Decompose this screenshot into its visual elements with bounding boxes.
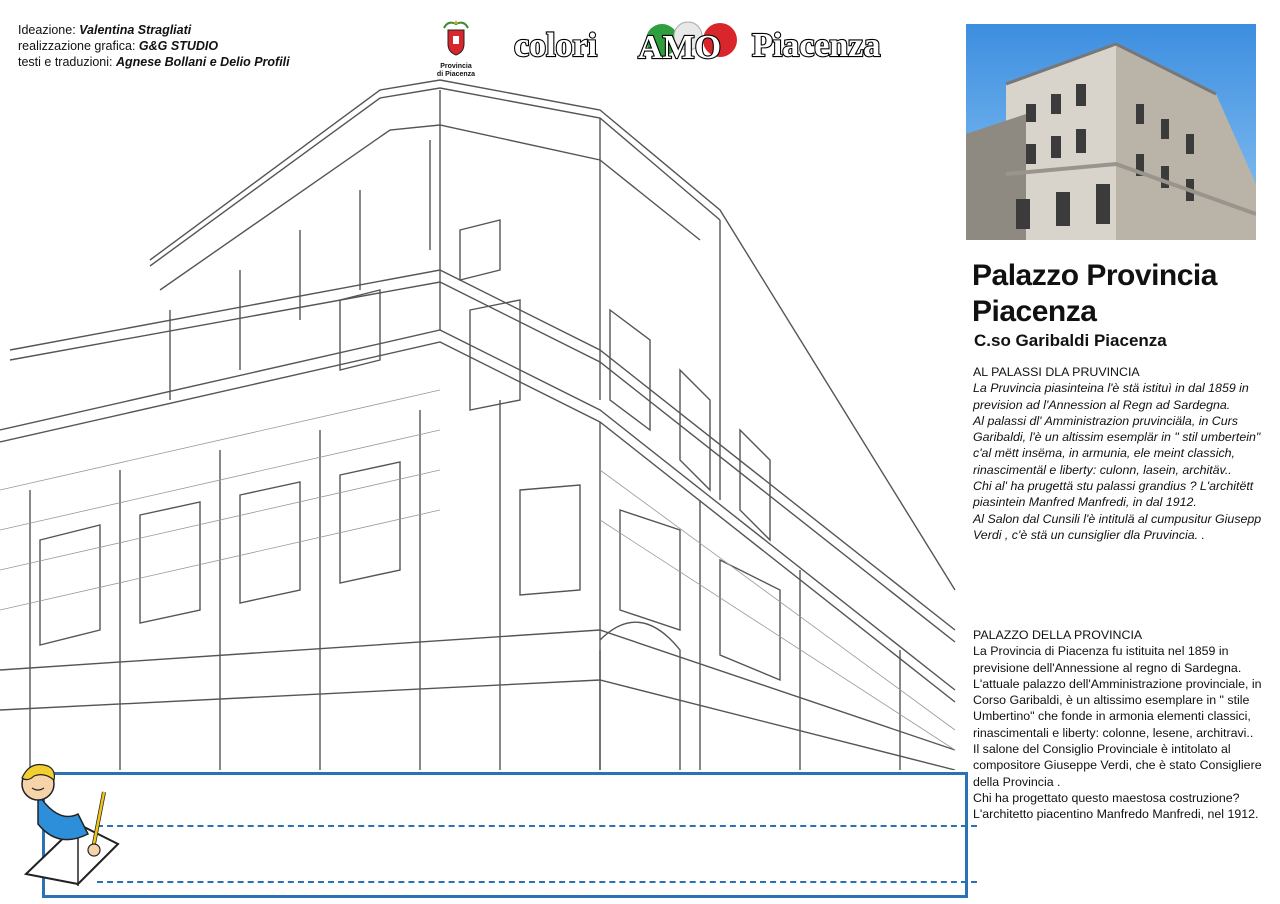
dialect-paragraph: Chi al' ha prugettä stu palassi grandius ? L'architëtt piasintein Manfred Manfredi, in dal 1912. [973,479,1254,510]
credits [18,22,290,70]
dialect-text [973,364,1263,543]
coloriamo-logo [512,16,942,70]
italian-paragraph: La Provincia di Piacenza fu istituita nel 1859 in previsione dell'Annessione al regno di Sardegna. [973,644,1242,675]
dialect-paragraph: La Pruvincia piasinteina l'è stä istituì in dal 1859 in prevision ad l'Annession al Regn ad Sardegna. [973,381,1249,412]
palazzo-photo [966,24,1256,240]
credit-ideazione: Ideazione: Valentina Stragliati [18,23,192,37]
emblem-caption-1: Provincia [440,63,472,70]
italian-paragraph: Chi ha progettato questo maestosa costruzione? L'architetto piacentino Manfredo Manfredi, nel 1912. [973,790,1259,822]
dialect-paragraph: Al palassi dl' Amministrazion pruvinciäla, in Curs Garibaldi, l'è un altissim esemplär in " stil umbertein" c'al mëtt insëma, in armunia, ele meint classich, rinascimentäl e liberty: culonn, lasein, architäv.. [973,413,1261,477]
logo-text-colori: colori [514,27,598,64]
page-title-line1: Palazzo Provincia [972,259,1217,292]
credit-grafica: realizzazione grafica: G&G STUDIO [18,39,219,53]
provincia-emblem-icon [436,18,476,58]
writing-line [97,825,977,827]
dialect-heading: AL PALASSI DLA PRUVINCIA [973,365,1140,379]
writing-line [97,881,977,883]
palazzo-coloring-drawing [0,70,958,770]
dialect-paragraph: Al Salon dal Cunsili l'è intitulä al cumpusitur Giusepp Verdi , c'è stä un cunsiglier dla Pruvincia. . [973,511,1262,542]
notes-box[interactable] [42,772,968,898]
logo-text-piacenza: Piacenza [752,27,881,64]
italian-heading: PALAZZO DELLA PROVINCIA [973,628,1143,642]
page-title-line2: Piacenza [972,295,1097,328]
italian-paragraph: Il salone del Consiglio Provinciale è intitolato al compositore Giuseppe Verdi, che è stato Consigliere della Provincia . [973,742,1262,789]
italian-text [973,627,1263,823]
logo-text-amo: AMO [638,29,722,66]
credit-testi: testi e traduzioni: Agnese Bollani e Delio Profili [18,55,290,69]
italian-paragraph: L'attuale palazzo dell'Amministrazione provinciale, in Corso Garibaldi, è un altissimo esemplare in " stile Umbertino" che fonde in armonia elementi classici, rinascimentali e liberty: colonne, lesene, architravi.. [973,676,1262,740]
notes-area [8,770,956,896]
emblem-caption-2: di Piacenza [436,71,476,78]
child-writing-icon [8,754,138,894]
page-subtitle: C.so Garibaldi Piacenza [974,331,1167,350]
